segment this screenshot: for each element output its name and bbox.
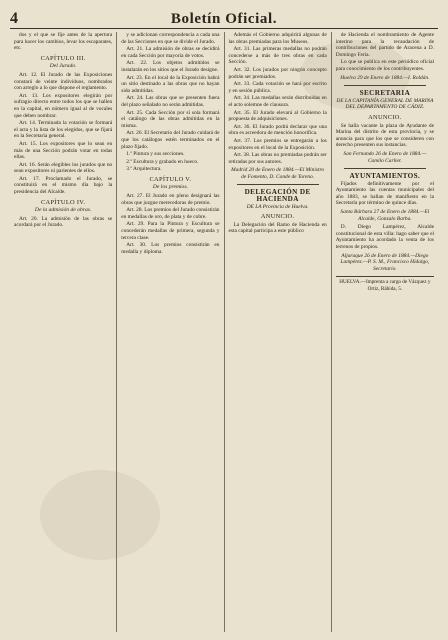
article-paragraph: Además el Gobierno adquirirá algunas de las obras premiadas para los Museos. xyxy=(228,32,327,45)
article-paragraph: y se adicionan correspondencia a cada una de las Secciones en que se divide el Jurado. xyxy=(121,32,220,45)
article-paragraph: Art. 16. Serán elegibles los jurados que no sean expositores ni parientes de ellos. xyxy=(14,161,113,175)
notice-signature: Huelva 29 de Enero de 1884.—I. Roldán. xyxy=(340,74,430,81)
page-header xyxy=(10,6,438,29)
column-1-lead: dos y el que se fije antes de la apertura para hacer los cambios, levar los escaparates, etc. xyxy=(14,32,113,52)
chapter-4-title: CAPÍTULO IV. xyxy=(40,198,86,206)
text-columns xyxy=(10,32,438,632)
notice-paragraph: La Delegación del Ramo de Hacienda en esta capital participa a este público xyxy=(228,221,327,235)
article-paragraph: Art. 28. Los premios del Jurado consistirán en medallas de oro, de plata y de cobre. xyxy=(121,207,220,220)
article-paragraph: Art. 13. Los expositores elegirán por sufragio directo entre todos los que se hallen en la capital, en número igual al de vocales que deben nombrar. xyxy=(14,92,113,119)
section-list-item: 3.º Arquitectura. xyxy=(126,166,162,173)
delegation-notice-heading: ANUNCIO. xyxy=(260,213,295,221)
article-paragraph: Art. 20. La admisión de las obras se acordará por el Jurado. xyxy=(14,215,113,229)
chapter-5-title: CAPÍTULO V. xyxy=(149,175,192,183)
ayuntamiento-signature: Santa Bárbara 27 de Enero de 1884.—El Alcalde, Gonzalo Barba. xyxy=(340,209,430,222)
article-paragraph: Art. 27. El Jurado en pleno designará las obras que juzgue merecedoras de premio. xyxy=(121,193,220,206)
article-paragraph: Art. 36. El Jurado podrá declarar que una obra es acreedora de mención honorífica. xyxy=(228,123,327,137)
printer-imprint: HUELVA.—Imprenta a cargo de Vázquez y Ortiz, Rábida, 5. xyxy=(336,276,434,292)
notice-paragraph: Fijados definitivamente por el Ayuntamiento las cuentas municipales del año 1883, se hallan de manifiesto en la Secretaría por término de quince días. xyxy=(335,180,434,207)
notice-paragraph: Se halla vacante la plaza de Ayudante de Marina del distrito de esta provincia, y se anuncia para que los que se consideren con derecho presenten sus instancias. xyxy=(335,122,434,149)
article-paragraph: Art. 37. Los premios se entregarán a los expositores en el local de la Exposición. xyxy=(228,137,327,151)
decree-signature: Madrid 20 de Enero de 1884.—El Ministro de Fomento, D. Conde de Toreno. xyxy=(231,167,325,180)
navy-signature: San Fernando 26 de Enero de 1884.—Camilo Carlier. xyxy=(343,150,427,164)
chapter-4-subtitle: De la admisión de obras. xyxy=(34,207,92,214)
article-paragraph: Art. 30. Los premios consistirán en medalla y diploma. xyxy=(121,242,220,255)
article-paragraph: Art. 34. Las medallas serán distribuidas en el acto solemne de clausura. xyxy=(228,95,327,108)
navy-secretariat-title: SECRETARIA xyxy=(359,89,411,98)
article-paragraph: Art. 35. El Jurado elevará al Gobierno la propuesta de adquisiciones. xyxy=(228,109,327,123)
navy-notice-heading: ANUNCIO. xyxy=(368,113,402,121)
section-divider xyxy=(344,85,426,86)
article-paragraph: Art. 17. Proclamado el Jurado, se constituirá en el mismo día bajo la presidencia del Alcalde. xyxy=(14,175,113,196)
ayuntamiento-signature: Aljaraque 26 de Enero de 1884.—Diego Lampérez.—P. S. M., Francisco Hidalgo, Secretario. xyxy=(340,252,430,272)
column-2 xyxy=(116,32,223,632)
article-paragraph: Art. 14. Terminada la votación se formará el acta y la lista de los elegidos, que se fijará en la Secretaría general. xyxy=(14,120,113,140)
article-paragraph: Art. 15. Los expositores que lo sean en más de una Sección podrán votar en todas ellas. xyxy=(14,140,113,161)
delegation-subtitle: DE LA Provincia de Huelva. xyxy=(246,203,309,210)
notice-paragraph: de Hacienda el nombramiento de Agente interino para la recaudación de contribuciones del partido de Aracena a D. Domingo Feria. xyxy=(335,32,434,58)
notice-paragraph: Lo que se publica en este periódico oficial para conocimiento de los contribuyentes. xyxy=(335,59,434,72)
page-number: 4 xyxy=(10,10,18,27)
chapter-3-title: CAPÍTULO III. xyxy=(40,54,86,62)
column-1 xyxy=(10,32,116,632)
notice-paragraph: D. Diego Lampérez, Alcalde constitucional de esta villa: hago saber que el Ayuntamiento ha acordado la venta de los terrenos de propios. xyxy=(335,224,434,251)
article-paragraph: Art. 21. La admisión de obras se decidirá en cada Sección por mayoría de votos. xyxy=(121,46,220,59)
article-paragraph: Art. 38. Las obras no premiadas podrán ser retiradas por sus autores. xyxy=(228,152,327,165)
column-3 xyxy=(224,32,331,632)
article-paragraph: Art. 22. Los objetos admitidos se instalarán en los sitios que el Jurado designe. xyxy=(121,60,220,73)
navy-secretariat-subtitle: DE LA CAPITANÍA GENERAL DE MARINA DEL DEPARTAMENTO DE CÁDIZ. xyxy=(336,97,434,111)
article-paragraph: Art. 31. Las primeras medallas no podrán concederse a más de tres obras en cada Sección. xyxy=(228,46,327,66)
article-paragraph: Art. 33. Cada votación se hará por escrito y en sesión pública. xyxy=(228,81,327,94)
article-paragraph: Art. 12. El Jurado de las Exposiciones constará de veinte individuos, nombrados con arreglo a lo que dispone el reglamento. xyxy=(14,71,113,92)
chapter-5-subtitle: De los premios. xyxy=(152,184,188,191)
article-paragraph: Art. 26. El Secretario del Jurado cuidará de que los catálogos estén terminados en el plazo fijado. xyxy=(121,130,220,150)
column-4 xyxy=(331,32,438,632)
section-list-item: 2.º Escultura y grabado en hueco. xyxy=(126,158,199,165)
section-divider xyxy=(344,168,426,169)
newspaper-title: Boletín Oficial. xyxy=(170,11,278,27)
section-divider xyxy=(237,184,319,185)
section-list-item: 1.º Pintura y sus secciones. xyxy=(126,151,185,158)
article-paragraph: Art. 25. Cada Sección por sí sola formará el catálogo de las obras admitidas en la misma. xyxy=(121,109,220,129)
delegation-title: DELEGACIÓN DE HACIENDA xyxy=(244,188,311,204)
article-paragraph: Art. 29. Para la Pintura y Escultura se concederán medallas de primera, segunda y tercera clase. xyxy=(121,221,220,241)
article-paragraph: Art. 24. Las obras que se presenten fuera del plazo señalado no serán admitidas. xyxy=(121,95,220,108)
article-paragraph: Art. 32. Los jurados por ningún concepto podrán ser premiados. xyxy=(228,66,327,80)
chapter-3-subtitle: Del Jurado. xyxy=(49,63,77,70)
ayuntamientos-title: AYUNTAMIENTOS. xyxy=(349,172,421,181)
article-paragraph: Art. 23. En el local de la Exposición habrá un sitio destinado a las obras que no hayan sido admitidas. xyxy=(121,74,220,94)
